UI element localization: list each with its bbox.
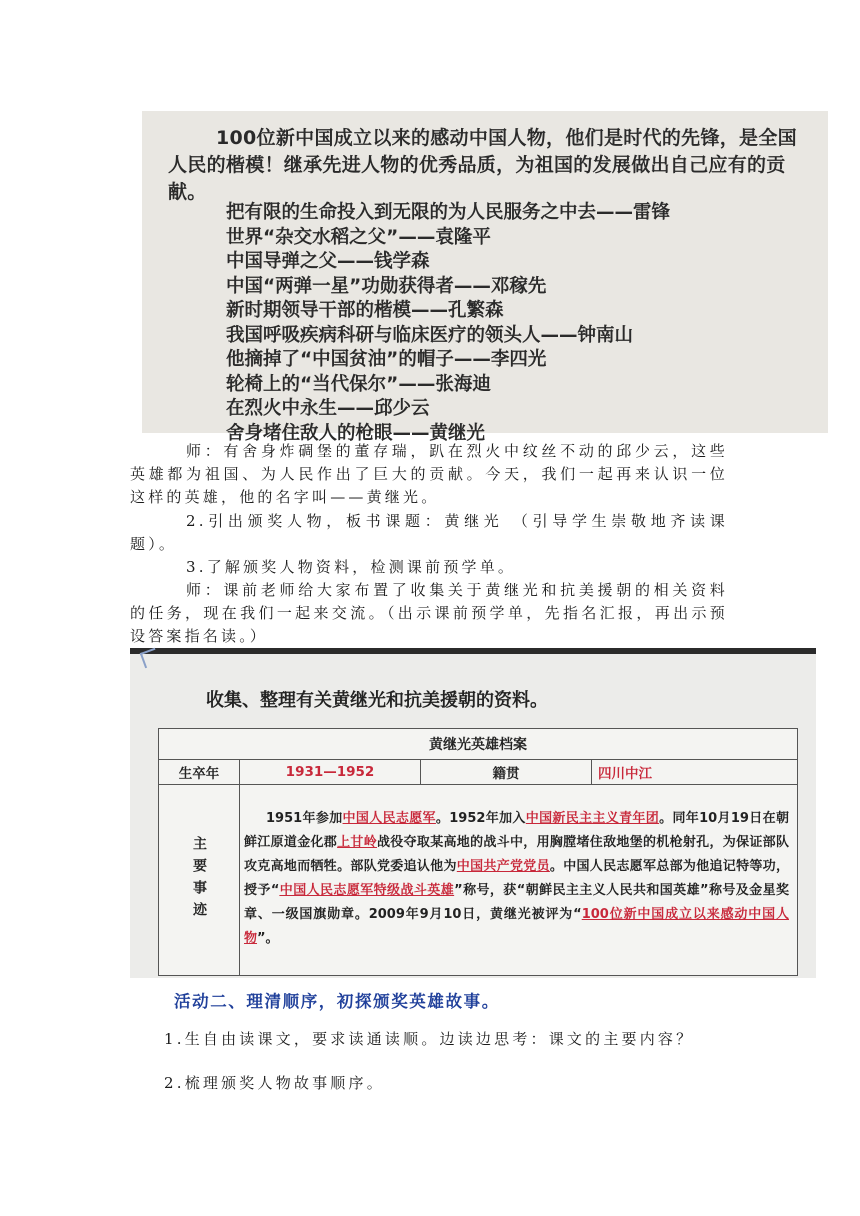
origin-value: 四川中江 [592,760,798,785]
hero-item: 把有限的生命投入到无限的为人民服务之中去——雷锋 [226,202,671,223]
hero-intro-text: 100位新中国成立以来的感动中国人物，他们是时代的先锋，是全国人民的楷模！继承先进人物的优秀品质，为祖国的发展做出自己应有的贡献。 [168,127,797,203]
hero-file-image [130,648,816,978]
step-2-paragraph: 2.引出颁奖人物，板书课题：黄继光 （引导学生崇敬地齐读课题）。 [130,512,728,553]
table-title: 黄继光英雄档案 [159,729,798,760]
hero-item: 在烈火中永生——邱少云 [226,398,430,419]
hero-item: 他摘掉了“中国贫油”的帽子——李四光 [226,349,547,370]
highlight-term: 上甘岭 [337,835,377,850]
birth-label: 生卒年 [159,760,240,785]
activity-item-2: 2.梳理颁奖人物故事顺序。 [164,1074,385,1092]
hero-item: 新时期领导干部的楷模——孔繁森 [226,300,504,321]
hero-item: 轮椅上的“当代保尔”——张海迪 [226,373,491,395]
hero-item: 舍身堵住敌人的枪眼——黄继光 [226,422,486,444]
worksheet-heading: 收集、整理有关黄继光和抗美援朝的资料。 [206,690,548,711]
highlight-term: 100位新中国成立以来感动中国人物 [244,907,789,946]
deeds-text: 1951年参加中国人民志愿军。1952年加入中国新民主主义青年团。同年10月19日在朝鲜江原道金化郡上甘岭战役夺取某高地的战斗中，用胸膛堵住敌地堡的机枪射孔，为保证部队攻克高地而牺牲。部队党委追认他为中国共产党党员。中国人民志愿军总部为他追记特等功，授予“中国人民志愿军特级战斗英雄”称号，获“朝鲜民主主义人民共和国英雄”称号及金星奖章、一级国旗勋章。2009年9月10日，黄继光被评为“100位新中国成立以来感动中国人物”。 [240,785,798,976]
hero-item: 中国“两弹一星”功勋获得者——邓稼先 [226,275,547,297]
highlight-term: 中国人民志愿军 [342,811,436,826]
image-top-edge [130,648,816,654]
activity-item-1: 1.生自由读课文，要求读通读顺。边读边思考：课文的主要内容？ [164,1030,695,1048]
highlight-term: 中国人民志愿军特级战斗英雄 [279,883,455,898]
hero-item: 中国导弹之父——钱学森 [226,251,430,272]
hero-item: 世界“杂交水稻之父”——袁隆平 [226,226,491,248]
teacher-paragraph-1: 师：有舍身炸碉堡的董存瑞，趴在烈火中纹丝不动的邱少云，这些英雄都为祖国、为人民作出了巨大的贡献。今天，我们一起再来认识一位这样的英雄，他的名字叫——黄继光。 [130,442,728,506]
birth-value: 1931—1952 [240,760,421,785]
step-3-paragraph: 3.了解颁奖人物资料，检测课前预学单。 [186,558,517,576]
hero-list [226,201,670,446]
hero-item: 我国呼吸疾病科研与临床医疗的领头人——钟南山 [226,324,634,346]
teacher-paragraph-2: 师：课前老师给大家布置了收集关于黄继光和抗美援朝的相关资料的任务，现在我们一起来交流。（出示课前预学单，先指名汇报，再出示预设答案指名读。） [130,581,728,645]
hero-file-table [158,728,798,976]
activity-heading: 活动二、理清顺序，初探颁奖英雄故事。 [174,992,500,1011]
highlight-term: 中国共产党党员 [456,859,550,874]
deeds-label: 主要事迹 [159,785,240,976]
highlight-term: 中国新民主主义青年团 [525,811,660,826]
hero-list-image [142,111,828,444]
origin-label: 籍贯 [421,760,592,785]
